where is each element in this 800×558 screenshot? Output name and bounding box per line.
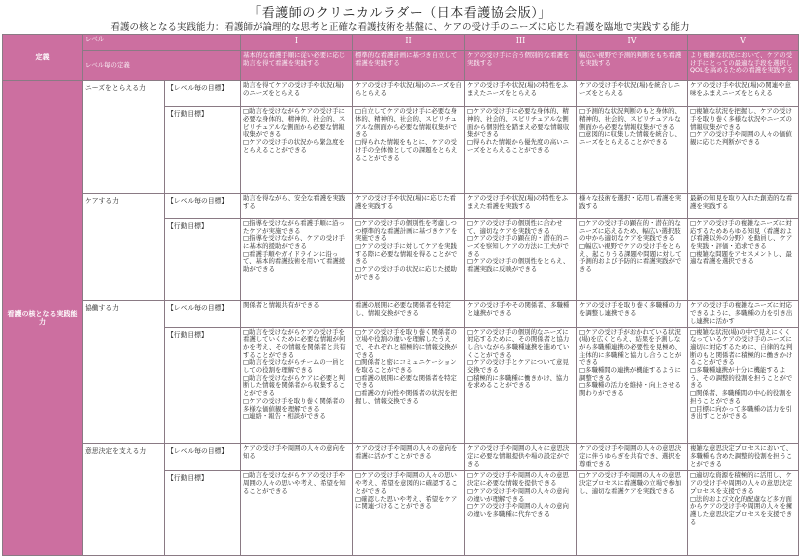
level-goal-cell: ケアの受け手や状況(場)に応じた看護を実践する [353, 193, 465, 218]
action-goal-cell: □助言を受けながらケアの受け手に必要な身体的、精神的、社会的、スピリチュアルな側面から必要な情報収集ができる □ケアの受け手の状況から緊急度をとらえることができる [241, 107, 353, 193]
action-goal-cell: □ケアの受け手を取り巻く関係者の立場や役割の違いを理解したうえで、それぞれと積極的に情報交換ができる □関係者と密にコミュニケーションを取ることができる □看護の展開に必要な関係者を特定できる □看護の方向性や関係者の状況を把握し、情報交換できる [353, 327, 465, 444]
level-goal-cell: 最新の知見を取り入れた創造的な看護を実践する [688, 193, 799, 218]
level-def-5: より複雑な状況において、ケアの受け手にとっての最適な手段を選択しQOLを高めるための看護を実践する [688, 51, 799, 81]
page-subtitle: 看護の核となる実践能力：看護師が論理的な思考と正確な看護技術を基盤に、ケアの受け手のニーズに応じた看護を臨地で実践する能力 [110, 22, 690, 33]
goal-label: 【レベル毎の目標】 [165, 81, 241, 107]
level-goal-cell: ケアの受け手や周囲の人々に意思決定に必要な情報提供や場の設定ができる [465, 444, 577, 471]
level-goal-cell: ケアの受け手や状況(場)を統合しニーズをとらえる [577, 81, 688, 107]
category-name: ニーズをとらえる力 [83, 81, 165, 194]
action-label: 【行動目標】 [165, 471, 241, 556]
level-goal-cell: ケアの受け手やその関係者、多職種と連携ができる [465, 301, 577, 327]
level-num-1: I [241, 35, 353, 51]
action-goal-cell: □自立してケアの受け手に必要な身体的、精神的、社会的、スピリチュアルな側面から必要な情報収集ができる □得られた情報をもとに、ケアの受け手の全体像としての課題をとらえることができる [353, 107, 465, 193]
level-num-3: III [465, 35, 577, 51]
action-goal-cell: □ケアの受け手の個別的なニーズに対応するために、その関係者と協力し合いながら多職種連携を進めていくことができる □ケアの受け手とケアについて意見交換できる □積極的に多職種に働きかけ、協力を求めることができる [465, 327, 577, 444]
level-def-4: 幅広い視野で予測的判断をもち看護を実践する [577, 51, 688, 81]
level-def-3: ケアの受け手に合う個別的な看護を実践する [465, 51, 577, 81]
level-goal-cell: ケアの受け手や状況(場)のニーズを自らとらえる [353, 81, 465, 107]
core-competency-label: 看護の核となる実践能力 [3, 81, 83, 556]
level-num-2: II [353, 35, 465, 51]
level-goal-cell: ケアの受け手を取り巻く多職種の力を調整し連携できる [577, 301, 688, 327]
page-title: 「看護師のクリニカルラダー（日本看護協会版）」 [248, 6, 552, 21]
goal-label: 【レベル毎の目標】 [165, 444, 241, 471]
clinical-ladder-table [2, 34, 799, 556]
level-goal-cell: 看護の展開に必要な関係者を特定し、情報交換ができる [353, 301, 465, 327]
action-goal-cell: □助言を受けながらケアの受け手を看護していくために必要な情報が何かを考え、その情報を関係者と共有することができる □助言を受けながらチームの一員としての役割を理解できる □助言を受けながらケアに必要と判断した情報を関係者から収集することができる □ケアの受け手を取り巻く関係者の多様な価値観を理解できる □連絡・報告・相談ができる [241, 327, 353, 444]
level-goal-cell: 様々な技術を選択・応用し看護を実践する [577, 193, 688, 218]
level-goal-cell: 助言を得ながら、安全な看護を実践する [241, 193, 353, 218]
level-definition-header: レベル毎の定義 [83, 51, 241, 81]
action-label: 【行動目標】 [165, 327, 241, 444]
level-goal-cell: 関係者と情報共有ができる [241, 301, 353, 327]
action-goal-cell: □適切な資源を積極的に活用し、ケアの受け手や周囲の人々の意思決定プロセスを支援できる □法的および文化的配慮など多方面からケアの受け手や周囲の人々を擁護した意思決定プロセスを支援できる [688, 471, 799, 556]
level-goal-cell: ケアの受け手や状況(場)の関連や意味をふまえニーズをとらえる [688, 81, 799, 107]
action-goal-cell: □複雑な状況(場)の中で見えにくくなっているケアの受け手のニーズに適切に対応するために、自律的な判断のもと関係者に積極的に働きかけることができる □多職種連携が十分に機能するよう、その調整的役割を担うことができる □関係者、多職種間の中心的役割を担うことができる □目標に向かって多職種の活力を引き出すことができる [688, 327, 799, 444]
level-goal-cell: ケアの受け手の複雑なニーズに対応できるように、多職種の力を引き出し連携に活かす [688, 301, 799, 327]
level-goal-cell: ケアの受け手や状況(場)の特性をふまえた看護を実践する [465, 193, 577, 218]
level-def-1: 基本的な看護手順に従い必要に応じ助言を得て看護を実践する [241, 51, 353, 81]
level-goal-cell: 助言を得てケアの受け手や状況(場)のニーズをとらえる [241, 81, 353, 107]
action-goal-cell: □ケアの受け手がおかれている状況(場)を広くとらえ、結果を予測しながら多職種連携の必要性を見極め、主体的に多職種と協力し合うことができる □多職種間の連携が機能するように調整できる □多職種の活力を維持・向上させる関わりができる [577, 327, 688, 444]
action-goal-cell: □ケアの受け手の個別性に合わせて、適切なケアを実践できる □ケアの受け手の顕在的・潜在的ニーズを察知しケアの方法に工夫ができる □ケアの受け手の個別性をとらえ、看護実践に反映ができる [465, 219, 577, 301]
action-goal-cell: □ケアの受け手や周囲の人々の意思決定プロセスに看護職の立場で参加し、適切な看護ケアを実践できる [577, 471, 688, 556]
level-goal-cell: ケアの受け手や状況(場)の特性をふまえたニーズをとらえる [465, 81, 577, 107]
action-label: 【行動目標】 [165, 219, 241, 301]
level-def-2: 標準的な看護計画に基づき自立して看護を実践する [353, 51, 465, 81]
action-goal-cell: □ケアの受け手や周囲の人々の思いや考え、希望を意図的に確認することができる □確認した思いや考え、希望をケアに関連づけることができる [353, 471, 465, 556]
goal-label: 【レベル毎の目標】 [165, 193, 241, 218]
level-num-4: IV [577, 35, 688, 51]
goal-label: 【レベル毎の目標】 [165, 301, 241, 327]
level-num-5: V [688, 35, 799, 51]
action-label: 【行動目標】 [165, 107, 241, 193]
category-name: 協働する力 [83, 301, 165, 444]
action-goal-cell: □助言を受けながらケアの受け手や周囲の人々の思いや考え、希望を知ることができる [241, 471, 353, 556]
level-goal-cell: ケアの受け手や周囲の人々の意向を知る [241, 444, 353, 471]
level-goal-cell: 複雑な意思決定プロセスにおいて、多職種も含めた調整的役割を担うことができる [688, 444, 799, 471]
action-goal-cell: □指導を受けながら看護手順に沿ったケアが実施できる □指導を受けながら、ケアの受け手に基本的援助ができる □看護手順やガイドラインに沿って、基本的看護技術を用いて看護援助ができる [241, 219, 353, 301]
level-header: レベル [83, 35, 241, 51]
action-goal-cell: □複雑な状況を把握し、ケアの受け手を取り巻く多様な状況やニーズの情報収集ができる □ケアの受け手や周囲の人々の価値観に応じた判断ができる [688, 107, 799, 193]
category-name: 意思決定を支える力 [83, 444, 165, 556]
level-goal-cell: ケアの受け手や周囲の人々の意思決定に伴うゆらぎを共有でき、選択を尊重できる [577, 444, 688, 471]
action-goal-cell: □ケアの受け手の個別性を考慮しつつ標準的な看護計画に基づきケアを実施できる □ケアの受け手に対してケアを実践する際に必要な情報を得ることができる □ケアの受け手の状況に応じた援助ができる [353, 219, 465, 301]
action-goal-cell: □ケアの受け手や周囲の人々の意思決定に必要な情報を提供できる □ケアの受け手や周囲の人々の意向の違いが理解できる □ケアの受け手や周囲の人々の意向の違いを多職種に代弁できる [465, 471, 577, 556]
action-goal-cell: □ケアの受け手に必要な身体的、精神的、社会的、スピリチュアルな側面から個別性を踏まえ必要な情報収集ができる □得られた情報から優先度の高いニーズをとらえることができる [465, 107, 577, 193]
action-goal-cell: □ケアの受け手の顕在的・潜在的なニーズに応えるため、幅広い選択肢の中から適切なケアを実践できる □幅広い視野でケアの受け手をとらえ、起こりうる課題や問題に対して予測的および予防的に看護実践ができる [577, 219, 688, 301]
category-name: ケアする力 [83, 193, 165, 301]
level-goal-cell: ケアの受け手や周囲の人々の意向を看護に活かすことができる [353, 444, 465, 471]
action-goal-cell: □ケアの受け手の複雑なニーズに対応するためあらゆる知見（看護および看護以外の分野）を動員し、ケアを実践・評価・追求できる □複雑な問題をアセスメントし、最適な看護を選択できる [688, 219, 799, 301]
definition-header: 定義 [3, 35, 83, 81]
action-goal-cell: □予測的な状況判断のもと身体的、精神的、社会的、スピリチュアルな側面から必要な情報収集ができる □意図的に収集した情報を統合し、ニーズをとらえることができる [577, 107, 688, 193]
